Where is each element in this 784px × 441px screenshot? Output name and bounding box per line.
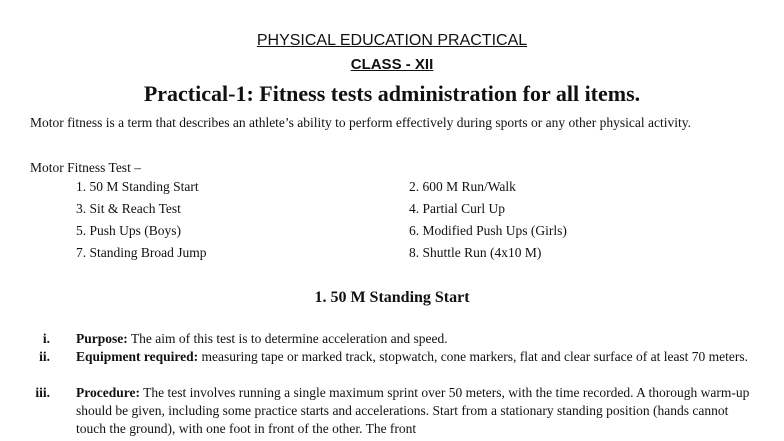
intro-paragraph: Motor fitness is a term that describes an athlete’s ability to perform effectively during sports or any other physical activity. <box>30 115 691 130</box>
document-title: PHYSICAL EDUCATION PRACTICAL <box>256 32 528 49</box>
test-item: 6. Modified Push Ups (Girls) <box>409 223 567 238</box>
item-number: ii. <box>39 349 50 364</box>
test-item: 8. Shuttle Run (4x10 M) <box>409 245 542 260</box>
motor-fitness-label: Motor Fitness Test – <box>30 160 141 175</box>
class-label: CLASS - XII <box>350 56 434 73</box>
test-item: 3. Sit & Reach Test <box>76 201 181 216</box>
list-item <box>76 178 696 200</box>
test-item: 2. 600 M Run/Walk <box>409 179 516 194</box>
item-label: Procedure: <box>76 385 140 400</box>
item-body: The test involves running a single maximum sprint over 50 meters, with the time recorded. A thorough warm-up should be given, including some practice starts and accelerations. Start from a stationary standing position (hands cannot touch the ground), with one foot in front of the other. The front <box>76 385 750 436</box>
practical-title: Practical-1: Fitness tests administration for all items. <box>143 81 641 106</box>
item-body: measuring tape or marked track, stopwatch, cone markers, flat and clear surface of at least 70 meters. <box>198 349 749 364</box>
item-text <box>76 330 756 348</box>
test-item: 4. Partial Curl Up <box>409 201 505 216</box>
item-label: Equipment required: <box>76 349 199 364</box>
item-text <box>76 348 756 366</box>
tests-list <box>76 178 696 266</box>
list-item <box>76 200 696 222</box>
test-item: 7. Standing Broad Jump <box>76 245 207 260</box>
list-item <box>76 244 696 266</box>
item-text <box>76 384 756 438</box>
item-body: The aim of this test is to determine acceleration and speed. <box>127 331 448 346</box>
list-item <box>76 222 696 244</box>
item-number: iii. <box>35 385 50 400</box>
test-item: 5. Push Ups (Boys) <box>76 223 182 238</box>
item-number: i. <box>42 331 50 346</box>
section-title: 1. 50 M Standing Start <box>314 289 470 306</box>
item-label: Purpose: <box>76 331 128 346</box>
test-item: 1. 50 M Standing Start <box>76 179 199 194</box>
